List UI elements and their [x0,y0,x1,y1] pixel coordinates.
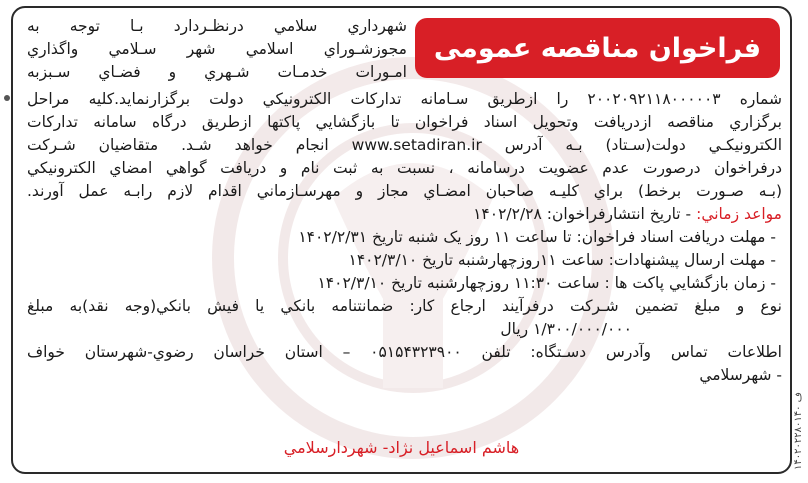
guarantee-amount: ۱/۳۰۰/۰۰۰/۰۰۰ ريال [500,320,632,338]
notice-frame [11,6,792,474]
body-line: الكترونيكـي دولت(سـتاد) بـه آدرس www.setadiran.ir انجام خواهد شـد. متقاضيان شـركت [27,136,782,154]
schedule-item: - مهلت دريافت اسناد فراخوان: تا ساعت ۱۱ روز يک شنبه تاريخ ۱۴۰۲/۲/۳۱ [298,228,776,246]
notice-body [27,88,782,387]
header-banner [415,18,780,78]
guarantee-line: نوع و مبلغ تضمين شـركت درفرآيند ارجاع كار: ضمانتنامه بانكي يا فيش بانكي(وجه نقد)به مبلغ [27,297,782,315]
body-line: درفراخوان درصورت عدم عضويت درسامانه ، نسبت به ثبت نام و دريافت گواهي امضاي الكترونيكي [27,159,782,177]
side-code: ۱۴۰۲۰۲۲۸۰۱۴۰ ف [793,391,804,470]
body-line: (بـه صـورت برخط) براي كليـه صاحبان امضـاي مجاز و مهرسـازماني اقدام لازم رابـه عمل آورند. [27,182,782,200]
contact-line: - شهرسلامي [699,366,782,384]
publish-date: - تاريخ انتشارفراخوان: ۱۴۰۲/۲/۲۸ [473,205,692,223]
intro-block [27,15,407,84]
intro-line: امـورات خدمـات شـهري و فضـاي سـبزبه [27,63,407,81]
schedule-item: - زمان بازگشايي پاكت ها : ساعت ۱۱:۳۰ روزچهارشنبه تاريخ ۱۴۰۲/۳/۱۰ [317,274,776,292]
schedule-item: - مهلت ارسال پيشنهادات: ساعت ۱۱روزچهارشنبه تاريخ ۱۴۰۲/۳/۱۰ [348,251,776,269]
intro-line: مجوزشـوراي اسلامي شهر سـلامي واگذاري [27,40,407,58]
body-line: برگزاري مناقصه ازدريافت وتحويل اسناد فراخوان تا بازگشايي پاكتها ازطريق درگاه سامانه تداركات [27,113,782,131]
margin-dot [4,95,10,101]
contact-line: اطلاعات تماس وآدرس دسـتگاه: تلفن ۰۵۱۵۴۳۲۳۹۰۰ – استان خراسان رضوي-شهرستان خواف [27,343,782,361]
intro-line: شهرداري سلامي درنظـردارد بـا توجه به [27,17,407,35]
signature: هاشم اسماعيل نژاد- شهردارسلامي [283,438,520,457]
notice-title: فراخوان مناقصه عمومی [433,32,762,64]
body-line: شماره ۲۰۰۲۰۹۲۱۱۸۰۰۰۰۰۳ را ازطريق سـامانه تداركات الكترونيكي دولت برگزارنمايد.كليه مراحل [27,90,782,108]
schedule-label: مواعد زماني: [696,205,782,223]
schedule-header [27,203,782,226]
